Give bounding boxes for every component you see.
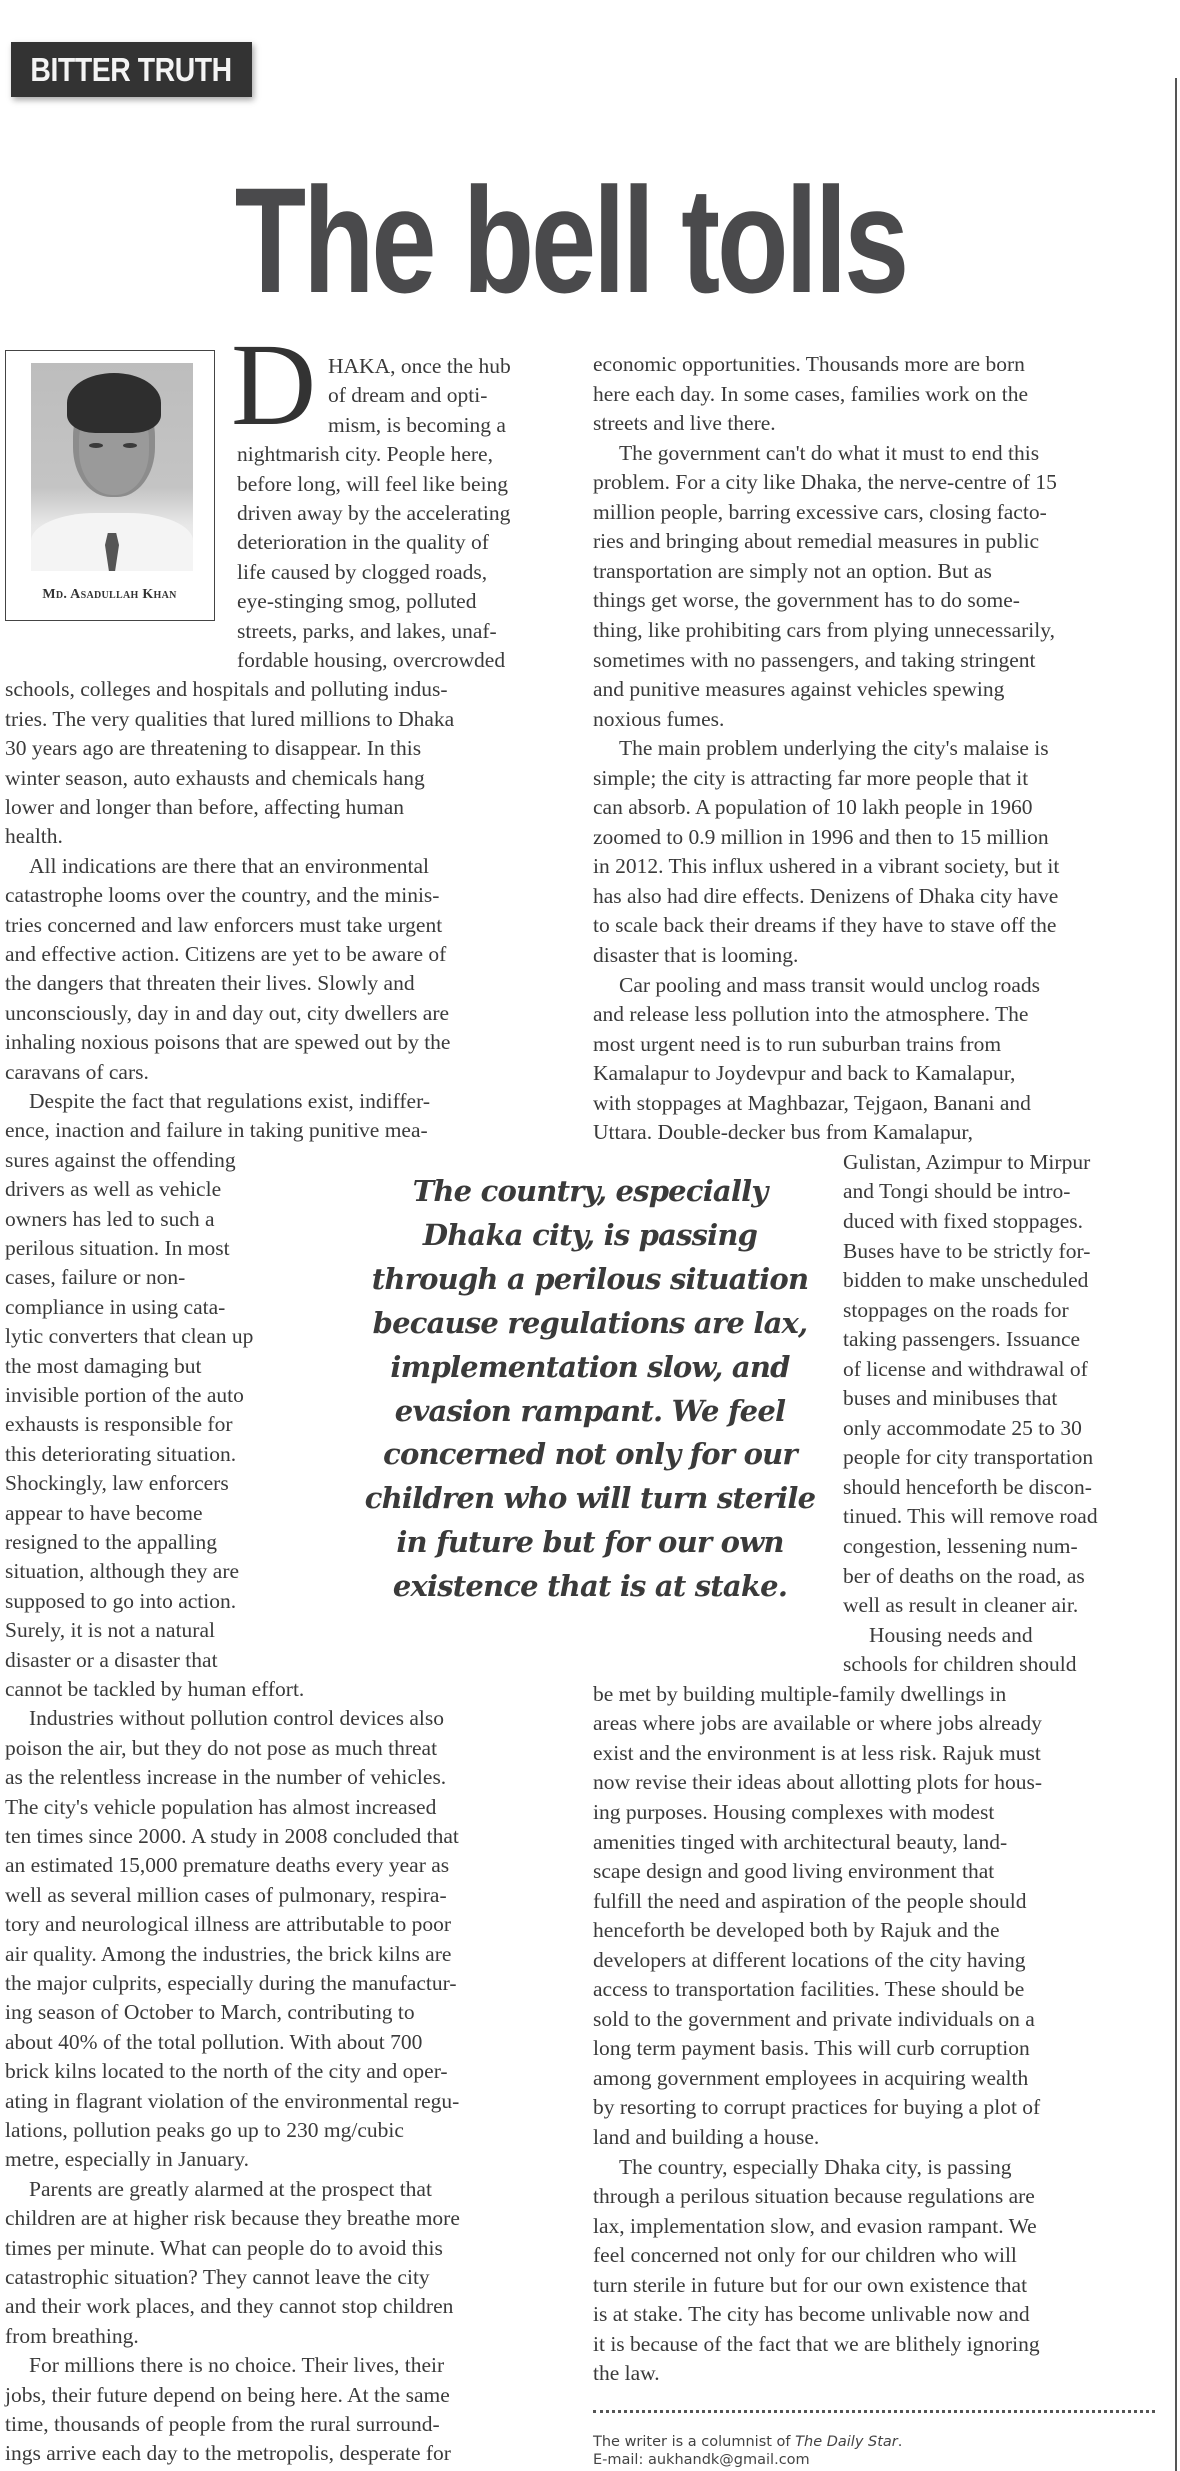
right-column-line: be met by building multiple-family dwellings in	[593, 1681, 1007, 1706]
right-column-line: and punitive measures against vehicles spewing	[593, 677, 1005, 702]
right-column-line: can absorb. A population of 10 lakh people in 1960	[593, 795, 1033, 820]
right-column-line: economic opportunities. Thousands more are born	[593, 352, 1025, 376]
right-column-line: problem. For a city like Dhaka, the nerve-centre of 15	[593, 470, 1057, 495]
writer-bio	[593, 2434, 902, 2450]
left-column-line: and effective action. Citizens are yet to be aware of	[5, 942, 447, 966]
left-column-line: well as several million cases of pulmonary, respira-	[5, 1882, 447, 1907]
right-column-line: things get worse, the government has to do some-	[593, 588, 1020, 613]
left-column-line: catastrophe looms over the country, and the minis-	[5, 883, 440, 908]
right-column-line: million people, barring excessive cars, closing facto-	[593, 499, 1047, 524]
left-column-line: Surely, it is not a natural	[5, 1618, 215, 1643]
left-column-line: Shockingly, law enforcers	[5, 1471, 229, 1496]
writer-email	[593, 2452, 810, 2468]
left-column-line: ing season of October to March, contributing to	[5, 2000, 415, 2025]
right-column-line: noxious fumes.	[593, 706, 725, 731]
left-column-line: sures against the offending	[5, 1147, 236, 1172]
left-column-line: air quality. Among the industries, the brick kilns are	[5, 1941, 452, 1966]
left-column-line: ten times since 2000. A study in 2008 concluded that	[5, 1824, 459, 1848]
left-column-line: as the relentless increase in the number of vehicles.	[5, 1765, 447, 1790]
left-column-line: lytic converters that clean up	[5, 1324, 254, 1349]
left-column-line: metre, especially in January.	[5, 2147, 249, 2172]
left-column-line: caravans of cars.	[5, 1059, 149, 1084]
pull-quote-line: concerned not only for our	[383, 1437, 797, 1472]
right-column-line: tinued. This will remove road	[843, 1504, 1098, 1529]
headline-text: The bell tolls	[234, 156, 906, 324]
right-column-line: Gulistan, Azimpur to Mirpur	[843, 1149, 1091, 1174]
pull-quote-line: Dhaka city, is passing	[422, 1217, 758, 1252]
left-column-line: an estimated 15,000 premature deaths every year as	[5, 1853, 450, 1878]
left-column-line: brick kilns located to the north of the city and oper-	[5, 2059, 448, 2084]
right-column-line: The main problem underlying the city's malaise is	[619, 736, 1049, 761]
pull-quote-line: children who will turn sterile	[364, 1481, 816, 1516]
left-column-line: tries. The very qualities that lured millions to Dhaka	[5, 706, 455, 731]
left-column-line: the dangers that threaten their lives. Slowly and	[5, 971, 415, 996]
email-label: E-mail:	[593, 2452, 648, 2468]
right-column-line: Car pooling and mass transit would unclog roads	[619, 972, 1040, 997]
left-column-line: tries concerned and law enforcers must take urgent	[5, 912, 443, 937]
right-column-line: ber of deaths on the road, as	[843, 1563, 1085, 1588]
right-column-line: long term payment basis. This will curb corruption	[593, 2036, 1030, 2061]
left-column-line: eye-stinging smog, polluted	[237, 589, 477, 614]
left-column-line: jobs, their future depend on being here. At the same	[5, 2382, 450, 2407]
right-column-line: should henceforth be discon-	[843, 1474, 1092, 1499]
left-column-line: HAKA, once the hub	[328, 354, 511, 378]
left-column-line: ings arrive each day to the metropolis, desperate for	[5, 2441, 451, 2466]
right-column-line: exist and the environment is at less risk. Rajuk must	[593, 1740, 1041, 1765]
left-column-line: winter season, auto exhausts and chemicals hang	[5, 765, 425, 790]
left-column-line: owners has led to such a	[5, 1206, 215, 1231]
right-column-line: access to transportation facilities. These should be	[593, 1977, 1025, 2002]
left-column-line: Parents are greatly alarmed at the prospect that	[29, 2176, 432, 2201]
left-column-line: Industries without pollution control devices also	[29, 1706, 445, 1731]
right-column-line: turn sterile in future but for our own existence that	[593, 2272, 1028, 2297]
left-column-line: schools, colleges and hospitals and polluting indus-	[5, 677, 448, 702]
left-column-line: driven away by the accelerating	[237, 501, 511, 525]
right-column-line: zoomed to 0.9 million in 1996 and then to 15 million	[593, 824, 1049, 849]
right-column-line: here each day. In some cases, families work on the	[593, 381, 1029, 406]
left-column-line: deterioration in the quality of	[237, 530, 489, 555]
right-column-line: with stoppages at Maghbazar, Tejgaon, Banani and	[593, 1090, 1031, 1115]
right-column-line: and Tongi should be intro-	[843, 1179, 1071, 1204]
right-column-line: people for city transportation	[843, 1445, 1094, 1470]
right-column-line: has also had dire effects. Denizens of Dhaka city have	[593, 883, 1059, 908]
column-border-rule	[1175, 78, 1177, 2471]
left-column-line: lations, pollution peaks go up to 230 mg/cubic	[5, 2118, 404, 2142]
author-photo-box	[5, 350, 215, 621]
right-column-line: it is because of the fact that we are blithely ignoring	[593, 2331, 1040, 2356]
left-column-line: children are at higher risk because they breathe more	[5, 2206, 460, 2231]
right-column-line: land and building a house.	[593, 2125, 820, 2149]
left-column-line: Despite the fact that regulations exist, indiffer-	[29, 1089, 430, 1113]
left-column-line: of dream and opti-	[328, 383, 488, 408]
right-column-line: taking passengers. Issuance	[843, 1327, 1081, 1352]
left-column-line: life caused by clogged roads,	[237, 559, 488, 584]
left-column-line: appear to have become	[5, 1500, 203, 1525]
left-column-line: health.	[5, 824, 63, 849]
right-column-line: is at stake. The city has become unlivable now and	[593, 2302, 1030, 2327]
right-column-line: thing, like prohibiting cars from plying unnecessarily,	[593, 617, 1055, 642]
right-column-line: developers at different locations of the city having	[593, 1947, 1026, 1972]
pull-quote-line: through a perilous situation	[371, 1261, 809, 1296]
left-column-line: disaster or a disaster that	[5, 1647, 218, 1672]
left-column-line: the major culprits, especially during the manufactur-	[5, 1971, 457, 1995]
section-badge	[11, 42, 252, 97]
left-column-line: cannot be tackled by human effort.	[5, 1677, 305, 1701]
left-column-line: ence, inaction and failure in taking punitive mea-	[5, 1118, 428, 1143]
left-column-line: All indications are there that an environmental	[29, 853, 429, 878]
right-column-line: ries and bringing about remedial measures in public	[593, 529, 1039, 554]
right-column-line: ing purposes. Housing complexes with modest	[593, 1799, 995, 1824]
footer-divider	[593, 2410, 1155, 2413]
left-column-line: the most damaging but	[5, 1353, 202, 1378]
right-column-line: only accommodate 25 to 30	[843, 1415, 1082, 1440]
section-badge-label: BITTER TRUTH	[30, 50, 233, 88]
right-column-line: amenities tinged with architectural beauty, land-	[593, 1829, 1008, 1854]
left-column-line: ating in flagrant violation of the environmental regu-	[5, 2088, 460, 2113]
right-column-line: simple; the city is attracting far more people that it	[593, 765, 1029, 790]
writer-bio-suffix: .	[897, 2434, 903, 2450]
pull-quote-line: because regulations are lax,	[372, 1305, 808, 1340]
left-column-line: lower and longer than before, affecting human	[5, 795, 404, 819]
right-column-line: The government can't do what it must to end this	[619, 440, 1040, 465]
right-column-line: in 2012. This influx ushered in a vibrant society, but it	[593, 854, 1060, 879]
left-column-line: catastrophic situation? They cannot leave the city	[5, 2265, 430, 2289]
right-column-line: henceforth be developed both by Rajuk and the	[593, 1918, 1000, 1943]
right-column-line: duced with fixed stoppages.	[843, 1208, 1084, 1233]
headline	[0, 150, 1180, 330]
pull-quote-line: existence that is at stake.	[392, 1569, 788, 1604]
pull-quote-line: The country, especially	[412, 1174, 768, 1208]
left-column-line: about 40% of the total pollution. With about 700	[5, 2029, 423, 2054]
left-column-line: cases, failure or non-	[5, 1265, 186, 1290]
right-column-line: to scale back their dreams if they have to stave off the	[593, 913, 1057, 938]
writer-bio-text: The writer is a columnist of	[593, 2434, 796, 2450]
right-column-line: areas where jobs are available or where jobs already	[593, 1711, 1042, 1736]
left-column-line: compliance in using cata-	[5, 1294, 226, 1319]
right-column-line: of license and withdrawal of	[843, 1356, 1088, 1381]
left-column-line: times per minute. What can people do to avoid this	[5, 2235, 443, 2260]
left-column-line: exhausts is responsible for	[5, 1412, 233, 1437]
right-column-line: schools for children should	[843, 1652, 1077, 1677]
publication-name: The Daily Star	[795, 2434, 898, 2450]
right-column-line: sold to the government and private individuals on a	[593, 2006, 1035, 2031]
right-column-line: Buses have to be strictly for-	[843, 1238, 1091, 1263]
right-column-line: Housing needs and	[869, 1622, 1033, 1647]
right-column-line: through a perilous situation because regulations are	[593, 2184, 1035, 2209]
left-column-line: tory and neurological illness are attributable to poor	[5, 1912, 451, 1937]
email-address[interactable]: aukhandk@gmail.com	[647, 2452, 810, 2468]
left-column-line: The city's vehicle population has almost increased	[5, 1794, 437, 1819]
left-column-line: resigned to the appalling	[5, 1530, 217, 1554]
pull-quote-line: evasion rampant. We feel	[394, 1393, 786, 1428]
left-column-line: situation, although they are	[5, 1559, 240, 1584]
right-column-line: feel concerned not only for our children who will	[593, 2243, 1017, 2268]
author-name: Md. Asadullah Khan	[42, 587, 177, 602]
right-column-line: among government employees in acquiring wealth	[593, 2065, 1029, 2090]
left-column-line: poison the air, but they do not pose as much threat	[5, 1735, 438, 1760]
right-column-line: most urgent need is to run suburban trains from	[593, 1031, 1002, 1056]
right-column-line: streets and live there.	[593, 411, 776, 436]
right-column-line: buses and minibuses that	[843, 1386, 1058, 1411]
left-column-line: invisible portion of the auto	[5, 1383, 244, 1407]
right-column-line: and release less pollution into the atmosphere. The	[593, 1002, 1029, 1027]
right-column-line: scape design and good living environment that	[593, 1859, 995, 1884]
right-column-line: sometimes with no passengers, and taking stringent	[593, 647, 1036, 672]
left-column-line: drivers as well as vehicle	[5, 1177, 222, 1202]
left-column-line: 30 years ago are threatening to disappear. In this	[5, 736, 422, 761]
drop-cap: D	[231, 319, 317, 450]
left-column-line: unconsciously, day in and day out, city dwellers are	[5, 1000, 450, 1025]
left-column-line: streets, parks, and lakes, unaf-	[237, 618, 497, 643]
left-column-line: before long, will feel like being	[237, 471, 509, 496]
right-column-line: by resorting to corrupt practices for buying a plot of	[593, 2095, 1041, 2120]
pull-quote-line: in future but for our own	[396, 1525, 784, 1560]
right-column-line: disaster that is looming.	[593, 943, 799, 967]
right-column-line: well as result in cleaner air.	[843, 1593, 1079, 1618]
right-column-line: Kamalapur to Joydevpur and back to Kamalapur,	[593, 1061, 1016, 1086]
right-column-line: The country, especially Dhaka city, is passing	[619, 2154, 1012, 2179]
right-column-line: congestion, lessening num-	[843, 1534, 1078, 1558]
left-column-line: and their work places, and they cannot stop children	[5, 2294, 454, 2319]
left-column-line: mism, is becoming a	[328, 412, 506, 437]
left-column-line: inhaling noxious poisons that are spewed out by the	[5, 1030, 451, 1055]
right-column-line: the law.	[593, 2361, 660, 2386]
left-column-line: For millions there is no choice. Their lives, their	[29, 2353, 445, 2378]
left-column-line: fordable housing, overcrowded	[237, 648, 506, 672]
right-column-line: bidden to make unscheduled	[843, 1268, 1089, 1293]
left-column-line: nightmarish city. People here,	[237, 442, 493, 467]
right-column-line: Uttara. Double-decker bus from Kamalapur,	[593, 1120, 974, 1145]
right-column-line: lax, implementation slow, and evasion rampant. We	[593, 2213, 1037, 2238]
right-column-line: fulfill the need and aspiration of the people should	[593, 1888, 1027, 1913]
right-column-line: transportation are simply not an option. But as	[593, 558, 992, 583]
pull-quote-line: implementation slow, and	[390, 1349, 790, 1384]
author-photo	[31, 363, 193, 571]
left-column-line: perilous situation. In most	[5, 1236, 230, 1260]
right-column-line: now revise their ideas about allotting plots for hous-	[593, 1770, 1043, 1795]
left-column-line: supposed to go into action.	[5, 1588, 237, 1613]
left-column-line: this deteriorating situation.	[5, 1441, 237, 1466]
right-column-line: stoppages on the roads for	[843, 1297, 1069, 1322]
left-column-line: time, thousands of people from the rural surround-	[5, 2412, 440, 2436]
left-column-line: from breathing.	[5, 2323, 139, 2348]
